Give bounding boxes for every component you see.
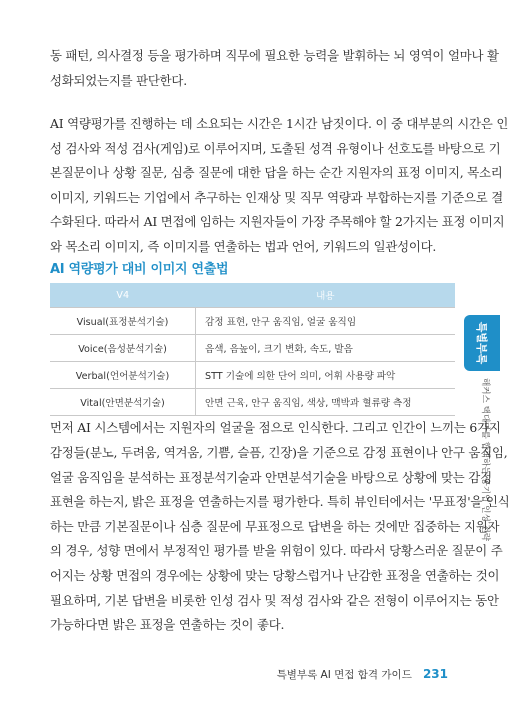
text-line: 성 검사와 적성 검사(게임)로 이루어지며, 도출된 성격 유형이나 선호도를 바탕으로 기 [50, 140, 501, 156]
text-line: 이미지, 키워드는 기업에서 추구하는 인재상 및 직무 역량과 부합하는지를 기준으로 결 [50, 189, 504, 205]
text-line: 표현을 하는지, 밝은 표정을 연출하는지를 평가한다. 특히 뷰인터에서는 '무표정'을 인식 [50, 494, 509, 510]
table-cell-description: 감정 표현, 안구 움직임, 얼굴 움직임 [196, 308, 456, 335]
text-line: 와 목소리 이미지, 즉 이미지를 연출하는 법과 언어, 키워드의 일관성이다. [50, 238, 437, 254]
text-line: 감정들(분노, 두려움, 역겨움, 기쁨, 슬픔, 긴장)을 기준으로 감정 표현이나 안구 움직임, [50, 444, 508, 460]
table-row [50, 389, 455, 416]
table-header-content: 내용 [196, 283, 456, 308]
text-line: 성화되었는지를 판단한다. [50, 72, 187, 88]
table-cell-description: STT 기술에 의한 단어 의미, 어휘 사용량 파악 [196, 362, 456, 389]
table-cell-category: Verbal(언어분석기술) [50, 362, 196, 389]
text-line: 본질문이나 상황 질문, 심층 질문에 대한 답을 하는 순간 지원자의 표정 이미지, 목소리 [50, 165, 503, 181]
table-header-row [50, 283, 455, 308]
section-title: AI 역량평가 대비 이미지 연출법 [50, 262, 229, 277]
text-line: 의 경우, 성향 면에서 부정적인 평가를 받을 위험이 있다. 따라서 당황스러운 질문이 주 [50, 543, 503, 559]
text-line: 어지는 상황 면접의 경우에는 상황에 맞는 당황스럽거나 난감한 표정을 연출하는 것이 [50, 567, 500, 583]
text-line: 수화된다. 따라서 AI 면접에 임하는 지원자들이 가장 주목해야 할 2가지는 표정 이미지 [50, 214, 505, 230]
side-caption-text: 해커스 택대마를 합격하는 공기업 인성 전략 [480, 378, 490, 542]
text-line: 필요하며, 기본 답변을 비롯한 인성 검사 및 적성 검사와 같은 전형이 이루어지는 동안 [50, 592, 499, 608]
table-cell-category: Vital(안면분석기술) [50, 389, 196, 416]
text-line: 얼굴 움직임을 분석하는 표정분석기술과 안면분석기술을 바탕으로 상황에 맞는 감정 [50, 469, 492, 485]
table-row [50, 308, 455, 335]
table-header-v4: V4 [50, 283, 196, 308]
text-line: 하는 만큼 기본질문이나 심층 질문에 무표정으로 답변을 하는 것에만 집중하는 지원자 [50, 518, 500, 534]
text-line: AI 역량평가를 진행하는 데 소요되는 시간은 1시간 남짓이다. 이 중 대부분의 시간은 인 [50, 116, 509, 131]
side-section-tab[interactable] [464, 315, 500, 371]
side-tab-label: 특별부록 [475, 321, 488, 365]
table-cell-description: 음색, 음높이, 크기 변화, 속도, 발음 [196, 335, 456, 362]
text-line: 동 패턴, 의사결정 등을 평가하며 직무에 필요한 능력을 발휘하는 뇌 영역이 얼마나 활 [50, 48, 499, 63]
text-line: 먼저 AI 시스템에서는 지원자의 얼굴을 점으로 인식한다. 그리고 인간이 느끼는 6가지 [50, 420, 501, 436]
paragraph-ai-assessment [50, 112, 509, 260]
table-cell-description: 안면 근육, 안구 움직임, 색상, 맥박과 혈류량 측정 [196, 389, 456, 416]
table-cell-category: Voice(음성분석기술) [50, 335, 196, 362]
paragraph-intro-continued [50, 44, 499, 93]
table-row [50, 362, 455, 389]
page-number: 231 [422, 667, 448, 681]
footer-title: 특별부록 AI 면접 합격 가이드 [276, 669, 412, 681]
text-line: 가능하다면 밝은 표정을 연출하는 것이 좋다. [50, 617, 285, 633]
table-cell-category: Visual(표정분석기술) [50, 308, 196, 335]
page-footer [277, 663, 448, 682]
v4-table [50, 283, 455, 416]
table-row [50, 335, 455, 362]
